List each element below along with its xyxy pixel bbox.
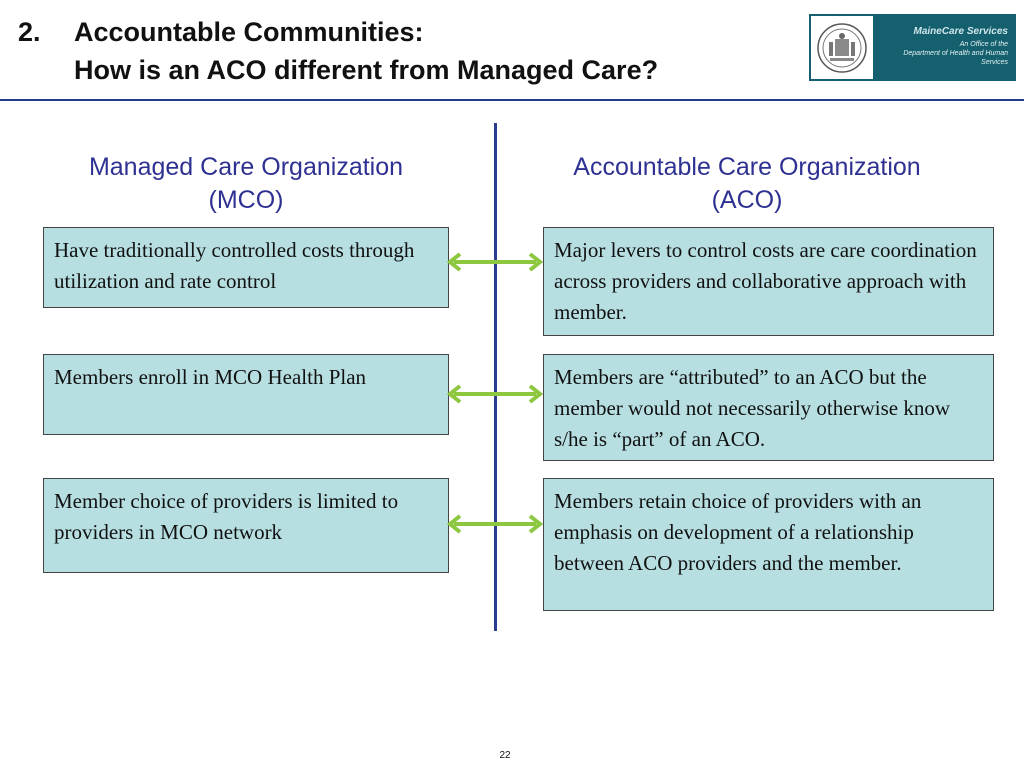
double-headed-arrow-icon <box>446 382 544 406</box>
mco-heading: Managed Care Organization (MCO) <box>88 153 404 214</box>
aco-box-3: Members retain choice of providers with an emphasis on development of a relationship between ACO providers and the member. <box>543 478 994 611</box>
title-line-2: How is an ACO different from Managed Care? <box>74 55 659 85</box>
aco-box-2: Members are “attributed” to an ACO but the member would not necessarily otherwise know s/he is “part” of an ACO. <box>543 354 994 461</box>
logo-text <box>875 14 1016 81</box>
page-number: 22 <box>499 750 511 761</box>
logo-sub-2: Department of Health and Human Services <box>903 50 1008 66</box>
logo-sub-1: An Office of the <box>959 41 1008 48</box>
column-divider <box>494 123 497 631</box>
title-line-1: Accountable Communities: <box>74 17 424 47</box>
state-seal-icon <box>809 14 875 81</box>
mainecare-logo <box>809 14 1016 81</box>
double-headed-arrow-icon <box>446 512 544 536</box>
mco-box-3: Member choice of providers is limited to providers in MCO network <box>43 478 449 573</box>
aco-heading: Accountable Care Organization (ACO) <box>573 153 921 214</box>
mco-box-2: Members enroll in MCO Health Plan <box>43 354 449 435</box>
title-rule <box>0 99 1024 101</box>
double-headed-arrow-icon <box>446 250 544 274</box>
logo-name: MaineCare Services <box>913 26 1008 37</box>
mco-box-1: Have traditionally controlled costs through utilization and rate control <box>43 227 449 308</box>
aco-box-1: Major levers to control costs are care coordination across providers and collaborative approach with member. <box>543 227 994 336</box>
section-number: 2. <box>18 17 41 47</box>
